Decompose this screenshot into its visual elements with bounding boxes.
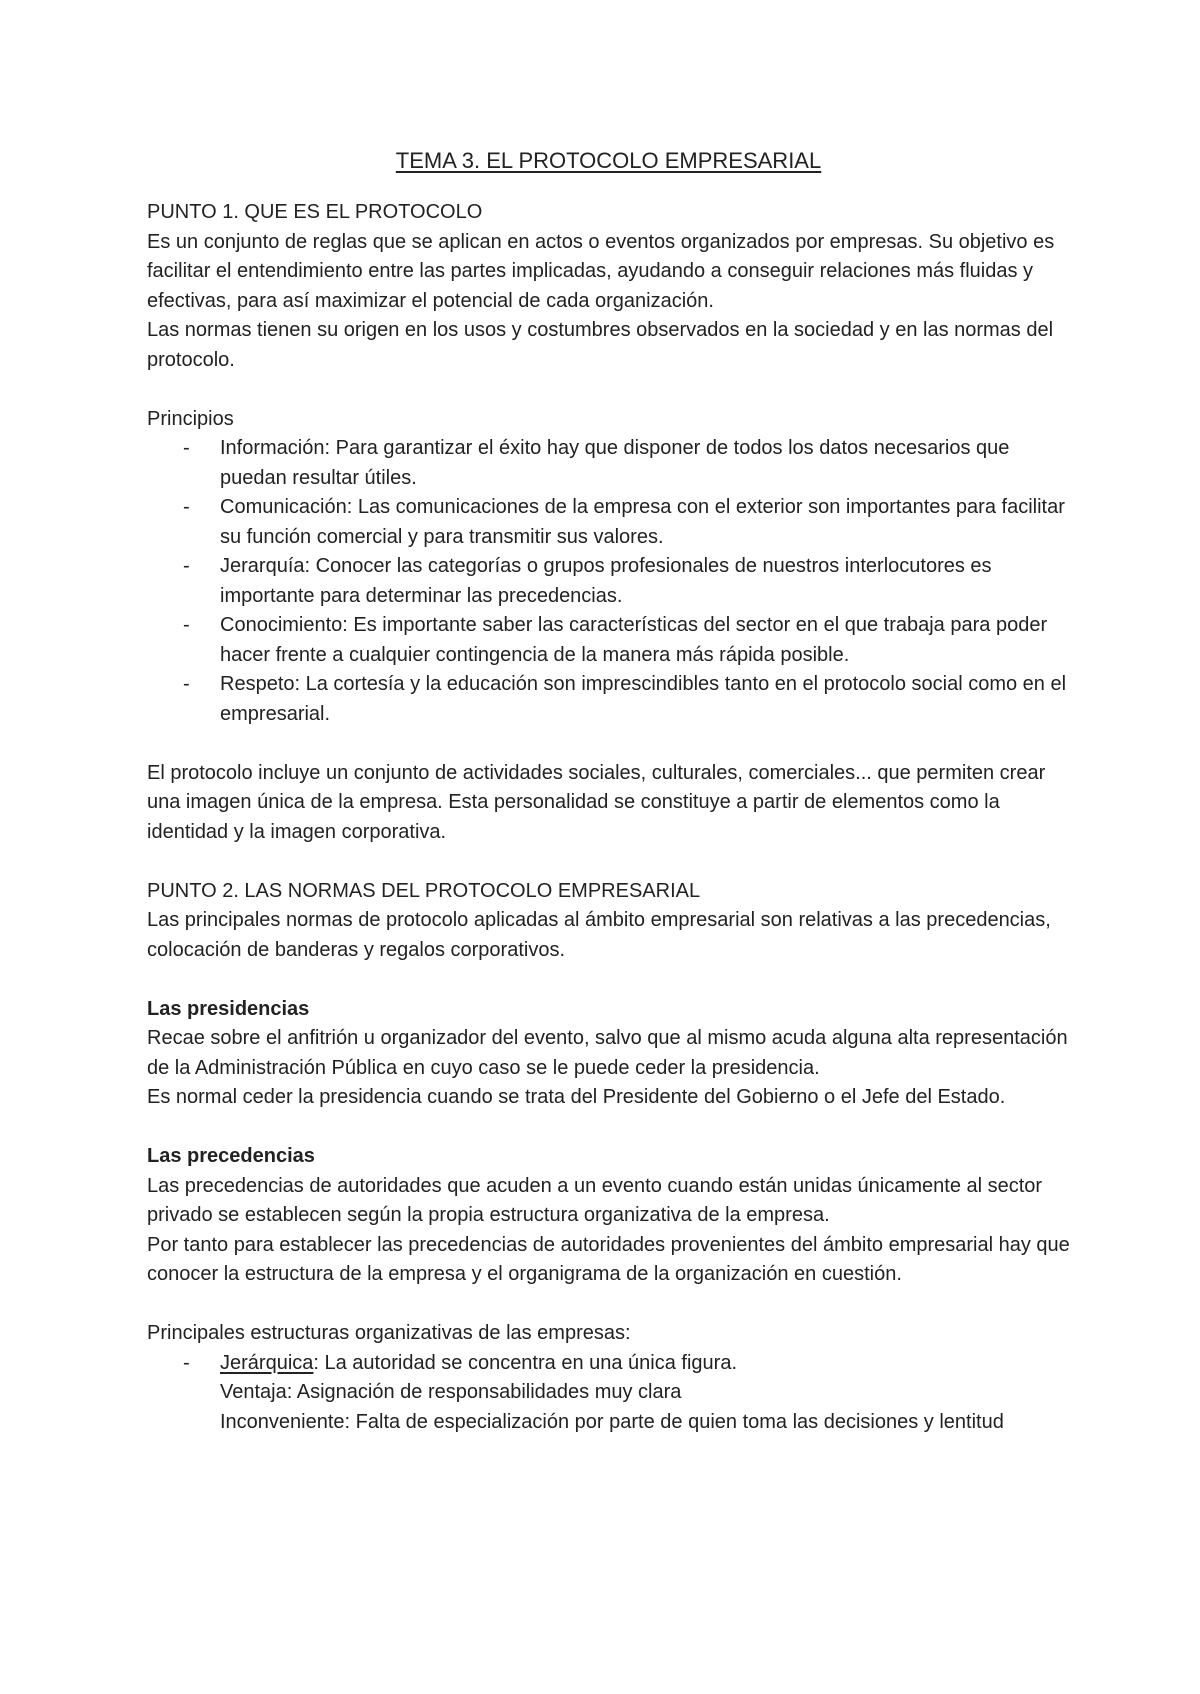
list-item: - Comunicación: Las comunicaciones de la empresa con el exterior son importantes para facilitar su función comercial y para transmitir sus valores. [147,493,1080,552]
spacer [147,1113,1080,1143]
list-item: - Conocimiento: Es importante saber las características del sector en el que trabaja para poder hacer frente a cualquier contingencia de la manera más rápida posible. [147,611,1080,670]
estructuras-label: Principales estructuras organizativas de las empresas: [147,1322,631,1344]
list-item: - Información: Para garantizar el éxito hay que disponer de todos los datos necesarios que puedan resultar útiles. [147,434,1080,493]
spacer [147,1290,1080,1320]
list-item [147,1349,1080,1438]
paragraph: Es normal ceder la presidencia cuando se trata del Presidente del Gobierno o el Jefe del Estado. [147,1086,1006,1108]
estructuras-list [147,1349,1080,1438]
paragraph: Es un conjunto de reglas que se aplican en actos o eventos organizados por empresas. Su objetivo es facilitar el entendimiento entre las partes implicadas, ayudando a conseguir relaciones más fluidas y efectivas, para así maximizar el potencial de cada organización. [147,230,1055,312]
paragraph: Por tanto para establecer las precedencias de autoridades provenientes del ámbito empresarial hay que conocer la estructura de la empresa y el organigrama de la organización en cuestión. [147,1233,1070,1285]
principios-list [147,434,1080,729]
subheading-precedencias: Las precedencias [147,1145,315,1167]
list-item: - Jerarquía: Conocer las categorías o grupos profesionales de nuestros interlocutores es importante para determinar las precedencias. [147,552,1080,611]
estructura-inconveniente: Inconveniente: Falta de especialización por parte de quien toma las decisiones y lentitud [220,1410,1004,1433]
page-title: TEMA 3. EL PROTOCOLO EMPRESARIAL [395,148,822,173]
paragraph: Las precedencias de autoridades que acuden a un evento cuando están unidas únicamente al sector privado se establecen según la propia estructura organizativa de la empresa. [147,1174,1043,1226]
spacer [147,847,1080,877]
principios-label: Principios [147,407,234,430]
spacer [147,375,1080,405]
paragraph: Recae sobre el anfitrión u organizador del evento, salvo que al mismo acuda alguna alta representación de la Administración Pública en cuyo caso se le puede ceder la presidencia. [147,1027,1068,1079]
paragraph: Las normas tienen su origen en los usos y costumbres observados en la sociedad y en las normas del protocolo. [147,319,1054,371]
estructura-name: Jerárquica [220,1351,314,1374]
spacer [147,965,1080,995]
estructura-ventaja: Ventaja: Asignación de responsabilidades muy clara [220,1381,682,1403]
section-heading-punto-1: PUNTO 1. QUE ES EL PROTOCOLO [147,201,483,223]
section-heading-punto-2: PUNTO 2. LAS NORMAS DEL PROTOCOLO EMPRESARIAL [147,879,701,902]
spacer [147,729,1080,759]
paragraph: Las principales normas de protocolo aplicadas al ámbito empresarial son relativas a las precedencias, colocación de banderas y regalos corporativos. [147,909,1051,961]
paragraph: El protocolo incluye un conjunto de actividades sociales, culturales, comerciales... que permiten crear una imagen única de la empresa. Esta personalidad se constituye a partir de elementos como la identidad y la imagen corporativa. [147,761,1046,843]
estructura-desc: : La autoridad se concentra en una única figura. [313,1351,738,1374]
list-item: - Respeto: La cortesía y la educación son imprescindibles tanto en el protocolo social como en el empresarial. [147,670,1080,729]
subheading-presidencias: Las presidencias [147,997,310,1020]
